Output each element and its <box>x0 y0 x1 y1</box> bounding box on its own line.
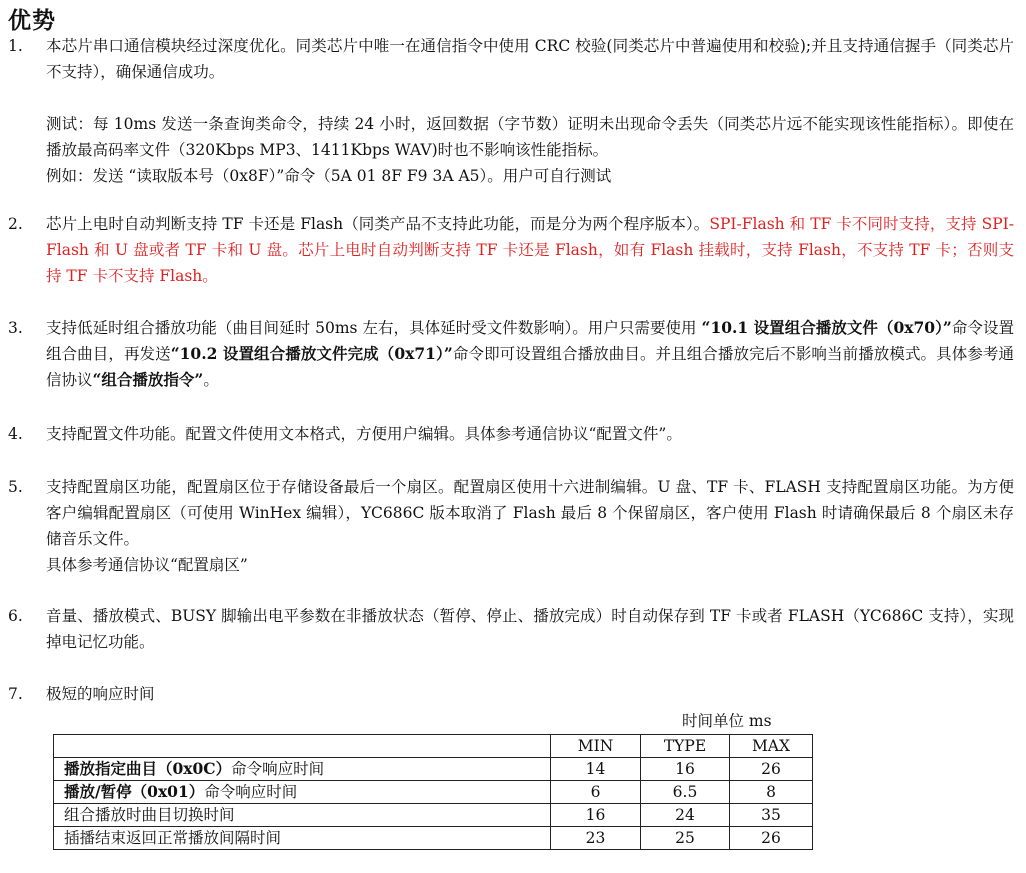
table-cell: 26 <box>730 827 813 850</box>
item-number: 6. <box>8 607 23 625</box>
header-cell: MIN <box>551 735 641 758</box>
list-item-1 <box>8 33 1014 189</box>
list-item-5 <box>8 474 1014 578</box>
item-text: 命令即可设置组合播放曲目。并且组合播放完后不影响当前播放模式。具体参考通信协议 <box>46 345 1014 389</box>
item-text: 支持配置文件功能。配置文件使用文本格式，方便用户编辑。具体参考通信协议“配置文件”。 <box>46 425 682 443</box>
list-item-4 <box>8 421 1014 447</box>
table-cell: 8 <box>730 781 813 804</box>
table-cell: 播放指定曲目（0x0C）命令响应时间 <box>54 758 551 781</box>
list-item-7 <box>8 681 1014 707</box>
table-cell: 26 <box>730 758 813 781</box>
item-text: 本芯片串口通信模块经过深度优化。同类芯片中唯一在通信指令中使用 CRC 校验(同类芯片中普遍使用和校验);并且支持通信握手（同类芯片不支持），确保通信成功。 <box>46 37 1014 81</box>
table-row <box>54 781 813 804</box>
table-header-row <box>54 735 813 758</box>
table-cell: 组合播放时曲目切换时间 <box>54 804 551 827</box>
table-row <box>54 758 813 781</box>
command-ref: “组合播放指令” <box>92 370 204 389</box>
table-cell: 播放/暂停（0x01）命令响应时间 <box>54 781 551 804</box>
table-cell: 14 <box>551 758 641 781</box>
item-text: 极短的响应时间 <box>46 685 155 703</box>
item-text: 命令设置组合曲目，再发送 <box>46 319 1014 363</box>
item-number: 1. <box>8 37 23 55</box>
list-item-6 <box>8 603 1014 655</box>
table-cell: 24 <box>641 804 730 827</box>
table-cell: 16 <box>641 758 730 781</box>
item-number: 3. <box>8 319 23 337</box>
item-text: 芯片上电时自动判断支持 TF 卡还是 Flash（同类产品不支持此功能，而是分为两个程序版本）。 <box>46 215 710 233</box>
table-row <box>54 827 813 850</box>
item-number: 7. <box>8 685 23 703</box>
header-cell <box>54 735 551 758</box>
item-number: 4. <box>8 425 23 443</box>
test-description: 测试：每 10ms 发送一条查询类命令，持续 24 小时，返回数据（字节数）证明未出现命令丢失（同类芯片远不能实现该性能指标）。即使在播放最高码率文件（320Kbps MP3、1411Kbps WAV)时也不影响该性能指标。 <box>46 115 1014 159</box>
example-text: 例如：发送 “读取版本号（0x8F）”命令（5A 01 8F F9 3A A5）。用户可自行测试 <box>46 167 612 185</box>
section-heading: 优势 <box>8 8 56 34</box>
command-ref: “10.1 设置组合播放文件（0x70）” <box>701 318 952 337</box>
table-cell: 35 <box>730 804 813 827</box>
item-text: 音量、播放模式、BUSY 脚输出电平参数在非播放状态（暂停、停止、播放完成）时自动保存到 TF 卡或者 FLASH（YC686C 支持），实现掉电记忆功能。 <box>46 607 1014 651</box>
table-cell: 25 <box>641 827 730 850</box>
item-text: 具体参考通信协议“配置扇区” <box>46 556 248 574</box>
list-item-3 <box>8 315 1014 393</box>
table-cell: 6.5 <box>641 781 730 804</box>
item-text: 支持配置扇区功能，配置扇区位于存储设备最后一个扇区。配置扇区使用十六进制编辑。U 盘、TF 卡、FLASH 支持配置扇区功能。为方便客户编辑配置扇区（可使用 WinHex 编辑），YC686C 版本取消了 Flash 最后 8 个保留扇区，客户使用 Flash 时请确保最后 8 个扇区未存储音乐文件。 <box>46 478 1014 548</box>
header-cell: MAX <box>730 735 813 758</box>
table-row <box>54 804 813 827</box>
highlight-text: SPI-Flash 和 TF 卡不同时支持，支持 SPI-Flash 和 U 盘或者 TF 卡和 U 盘。芯片上电时自动判断支持 TF 卡还是 Flash，如有 Flash 挂载时，支持 Flash，不支持 TF 卡；否则支持 TF 卡不支持 Flash。 <box>46 215 1014 285</box>
list-item-2 <box>8 211 1014 289</box>
response-time-table <box>53 734 813 850</box>
table-cell: 6 <box>551 781 641 804</box>
item-text: 。 <box>203 371 219 389</box>
header-cell: TYPE <box>641 735 730 758</box>
table-cell: 23 <box>551 827 641 850</box>
item-number: 2. <box>8 215 23 233</box>
item-text: 支持低延时组合播放功能（曲目间延时 50ms 左右，具体延时受文件数影响）。用户只需要使用 <box>46 319 702 337</box>
command-ref: “10.2 设置组合播放文件完成（0x71）” <box>170 344 453 363</box>
unit-label: 时间单位 ms <box>682 712 772 730</box>
table-cell: 16 <box>551 804 641 827</box>
item-number: 5. <box>8 478 23 496</box>
table-cell: 插播结束返回正常播放间隔时间 <box>54 827 551 850</box>
